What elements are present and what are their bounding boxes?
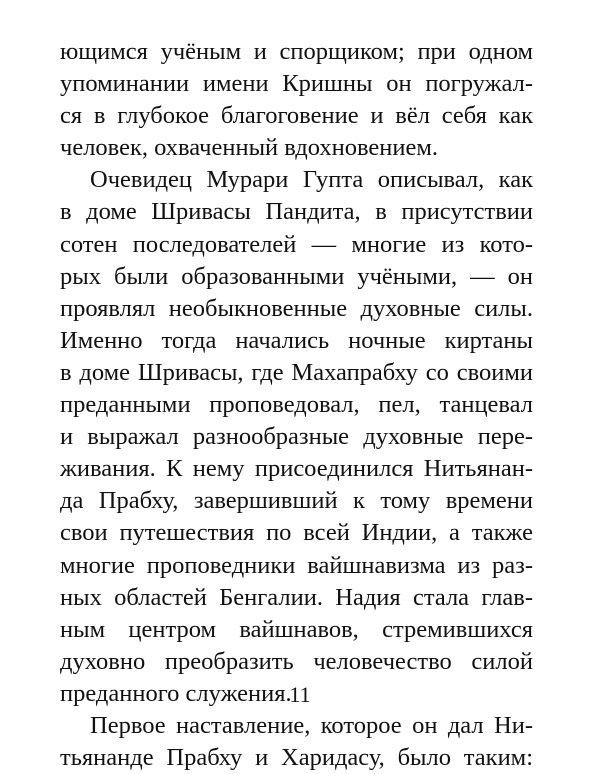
text-line: духовно преобразить человечество силой bbox=[60, 647, 533, 675]
text-line: Первое наставление, которое он дал Ни- bbox=[90, 711, 533, 739]
text-line: живания. К нему присоединился Нитьянан- bbox=[60, 455, 533, 483]
text-line: в доме Шривасы, где Махапрабху со своими bbox=[60, 358, 533, 386]
text-line: ным центром вайшнавов, стремившихся bbox=[60, 615, 533, 643]
text-line: ных областей Бенгалии. Надия стала глав- bbox=[60, 583, 533, 611]
text-line: преданного служения. bbox=[60, 679, 292, 707]
text-line: упоминании имени Кришны он погружал- bbox=[60, 70, 533, 98]
text-line: ющимся учёным и спорщиком; при одном bbox=[60, 38, 533, 65]
text-line: в доме Шривасы Пандита, в присутствии bbox=[60, 198, 533, 226]
text-line: преданными проповедовал, пел, танцевал bbox=[60, 391, 533, 419]
text-line: Очевидец Мурари Гупта описывал, как bbox=[90, 166, 533, 194]
text-line: Именно тогда начались ночные киртаны bbox=[60, 326, 533, 354]
body-text bbox=[60, 36, 533, 774]
page-number: 11 bbox=[289, 682, 311, 707]
text-line: да Прабху, завершивший к тому времени bbox=[60, 487, 533, 515]
text-line: проявлял необыкновенные духовные силы. bbox=[60, 294, 533, 322]
text-line: сотен последователей — многие из кото- bbox=[60, 230, 533, 258]
text-line: свои путешествия по всей Индии, а также bbox=[60, 519, 533, 547]
text-line: многие проповедники вайшнавизма из раз- bbox=[60, 551, 533, 579]
text-line: и выражал разнообразные духовные пере- bbox=[60, 423, 533, 451]
text-line: рых были образованными учёными, — он bbox=[60, 262, 533, 290]
text-line: тьянанде Прабху и Харидасу, было таким: bbox=[60, 744, 533, 772]
text-line: человек, охваченный вдохновением. bbox=[60, 134, 438, 162]
text-line: ся в глубокое благоговение и вёл себя как bbox=[60, 102, 533, 130]
